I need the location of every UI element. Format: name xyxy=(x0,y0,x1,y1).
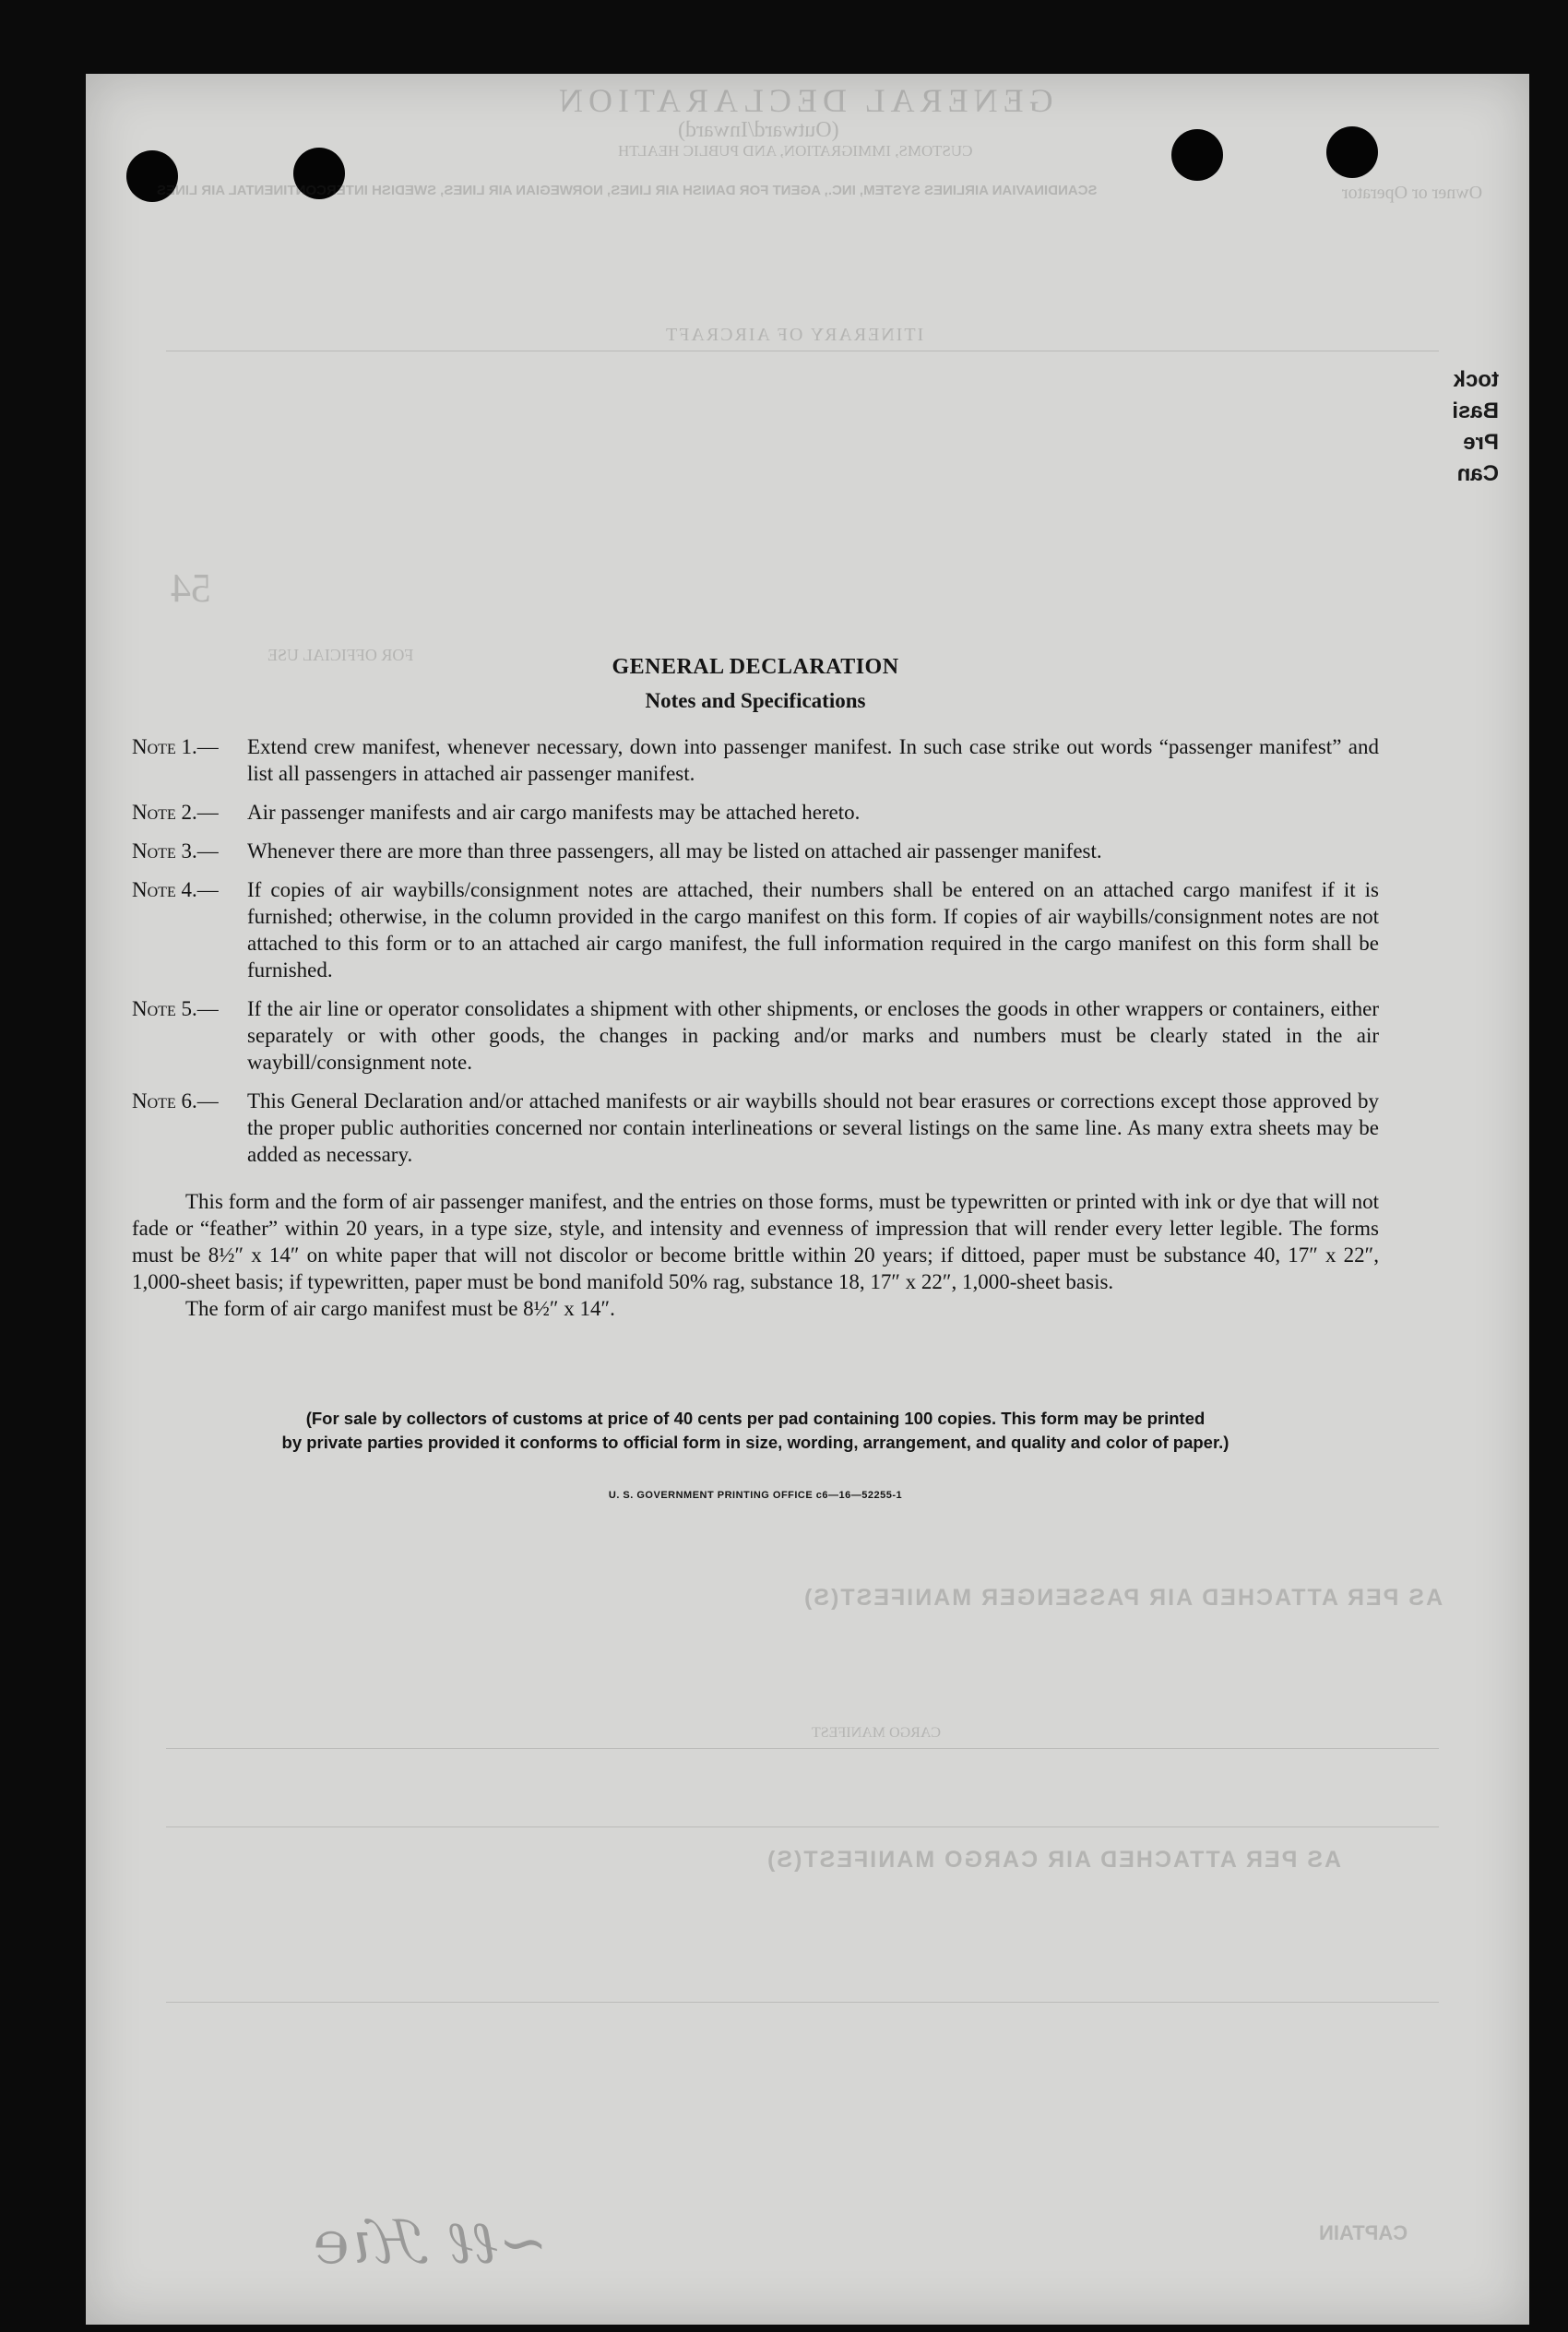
note-label: Note 1.— xyxy=(132,735,219,758)
note-label: Note 5.— xyxy=(132,997,219,1020)
bleed-passenger-manifest: AS PER ATTACHED AIR PASSENGER MANIFEST(S) xyxy=(802,1585,1443,1611)
sale-notice-line: by private parties provided it conforms to official form in size, wording, arrangement, and quality and color of paper.) xyxy=(281,1433,1229,1452)
right-edge-fragments xyxy=(1425,364,1499,490)
note-text: This General Declaration and/or attached manifests or air waybills should not bear erasures or corrections except those approved by the proper public authorities concerned nor contain interlineations or several listings on the same line. As many extra sheets may be added as necessary. xyxy=(247,1089,1379,1166)
note-1 xyxy=(132,733,1379,787)
note-3 xyxy=(132,838,1379,864)
note-text: Extend crew manifest, whenever necessary, down into passenger manifest. In such case strike out words “passenger manifest” and list all passengers in attached air passenger manifest. xyxy=(247,735,1379,785)
note-label: Note 6.— xyxy=(132,1089,219,1112)
bleed-rule xyxy=(166,1748,1439,1749)
bleed-header-title: GENERAL DECLARATION xyxy=(553,82,1053,119)
bleed-official-use: FOR OFFICIAL USE xyxy=(267,646,414,664)
bleed-header-sub: (Outward/Inward) xyxy=(678,118,839,142)
note-text: If copies of air waybills/consignment notes are attached, their numbers shall be entered on an attached cargo manifest if it is furnished; otherwise, in the column provided in the cargo manifest on this form. If copies of air waybills/consignment notes are not attached to this form or to an attached air cargo manifest, the full information required in the cargo manifest on this form shall be furnished. xyxy=(247,878,1379,982)
bleed-captain: CAPTAIN xyxy=(1319,2221,1408,2244)
document-title: GENERAL DECLARATION xyxy=(612,655,899,679)
fragment-text: Pre xyxy=(1463,430,1499,455)
note-text: Whenever there are more than three passengers, all may be listed on attached air passenger manifest. xyxy=(247,839,1102,863)
printing-office-line: U. S. GOVERNMENT PRINTING OFFICE c6—16—52255-1 xyxy=(608,1490,903,1501)
note-text: If the air line or operator consolidates a shipment with other shipments, or encloses the goods in other wrappers or containers, either separately or with other goods, the changes in packing and/or marks and numbers must be clearly stated in the air waybill/consignment note. xyxy=(247,997,1379,1074)
bleed-operator-value: SCANDINAVIAN AIRLINES SYSTEM, INC., AGENT FOR DANISH AIR LINES, NORWEGIAN AIR LINES, SWEDISH INTERCONTINENTAL AIR LINES xyxy=(157,183,1098,198)
form-specification-paragraph: This form and the form of air passenger manifest, and the entries on those forms, must be typewritten or printed with ink or dye that will not fade or “feather” within 20 years, in a type size, style, and intensity and evenness of impression that will render every letter legible. The forms must be 8½″ x 14″ on white paper that will not discolor or become brittle within 20 years; if dittoed, paper must be substance 40, 17″ x 22″, 1,000-sheet basis; if typewritten, paper must be bond manifold 50% rag, substance 18, 17″ x 22″, 1,000-sheet basis. xyxy=(132,1190,1379,1293)
note-5 xyxy=(132,995,1379,1076)
note-label: Note 3.— xyxy=(132,839,219,863)
cargo-form-note: The form of air cargo manifest must be 8½″ x 14″. xyxy=(185,1297,615,1320)
note-text: Air passenger manifests and air cargo manifests may be attached hereto. xyxy=(247,801,861,824)
note-label: Note 4.— xyxy=(132,878,219,901)
fragment-text: tock xyxy=(1453,367,1499,392)
bleed-header-line: CUSTOMS, IMMIGRATION, AND PUBLIC HEALTH xyxy=(618,142,973,160)
bleed-number: 54 xyxy=(171,565,211,611)
bleed-cargo-manifest: AS PER ATTACHED AIR CARGO MANIFEST(S) xyxy=(766,1847,1341,1873)
punch-hole xyxy=(1171,129,1223,181)
note-label: Note 2.— xyxy=(132,801,219,824)
note-4 xyxy=(132,876,1379,983)
bleed-rule xyxy=(166,1826,1439,1827)
notes-section xyxy=(132,581,1379,1501)
bleed-itinerary: ITINERARY OF AIRCRAFT xyxy=(664,325,924,345)
bleed-rule xyxy=(166,2002,1439,2003)
sale-notice-line: (For sale by collectors of customs at price of 40 cents per pad containing 100 copies. This form may be printed xyxy=(305,1409,1206,1428)
bleed-operator-label: Owner or Operator xyxy=(1342,183,1483,203)
note-6 xyxy=(132,1088,1379,1168)
punch-hole xyxy=(1326,126,1378,178)
fragment-text: Can xyxy=(1456,461,1499,486)
sale-notice xyxy=(132,1407,1379,1455)
signature-bleed-through: ~ℓℓ ℋꙇ℮ xyxy=(314,2209,549,2278)
note-2 xyxy=(132,799,1379,826)
bleed-cargo-heading: CARGO MANIFEST xyxy=(812,1725,942,1741)
document-subtitle: Notes and Specifications xyxy=(645,689,866,712)
fragment-text: Basi xyxy=(1452,399,1499,423)
